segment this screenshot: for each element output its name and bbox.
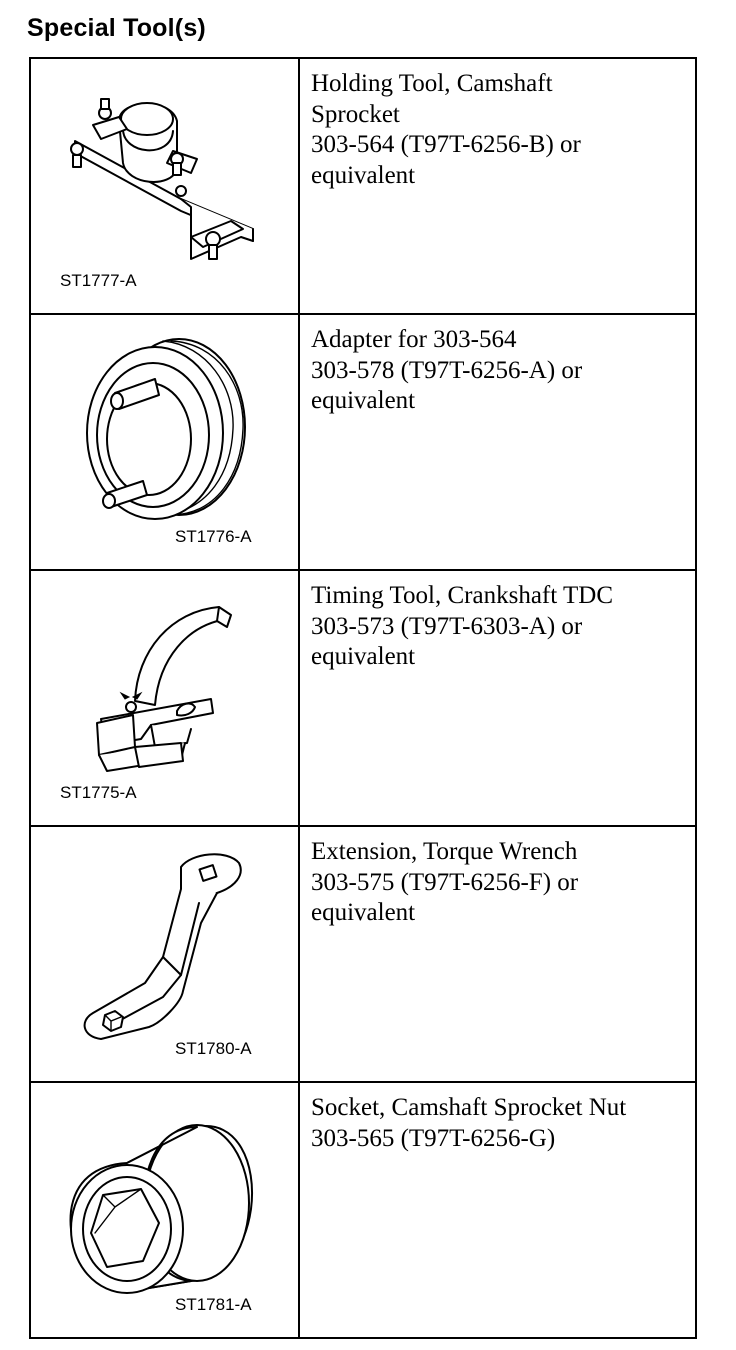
tool-name: Extension, Torque Wrench bbox=[311, 838, 578, 865]
table-row bbox=[30, 314, 696, 570]
hex-socket-icon bbox=[31, 1083, 298, 1335]
tool-description bbox=[299, 1082, 696, 1338]
tool-description bbox=[299, 826, 696, 1082]
tool-part-number: 303-575 (T97T-6256-F) or bbox=[311, 868, 579, 896]
adapter-pulley-icon bbox=[31, 315, 298, 567]
table-row bbox=[30, 58, 696, 314]
page-title: Special Tool(s) bbox=[27, 14, 206, 42]
tool-name: Timing Tool, Crankshaft TDC bbox=[311, 582, 613, 609]
special-tools-table bbox=[29, 57, 697, 1339]
tool-name: Socket, Camshaft Sprocket Nut bbox=[311, 1094, 627, 1121]
tool-illustration-cell bbox=[30, 826, 299, 1082]
tool-illustration-cell bbox=[30, 58, 299, 314]
tool-illustration-cell bbox=[30, 570, 299, 826]
table-row bbox=[30, 570, 696, 826]
tool-name: Adapter for 303-564 bbox=[311, 326, 517, 353]
torque-wrench-extension-icon bbox=[31, 827, 298, 1079]
tool-equivalent-note: equivalent bbox=[311, 899, 416, 926]
figure-label: ST1776-A bbox=[175, 527, 252, 546]
tool-description bbox=[299, 314, 696, 570]
tool-description bbox=[299, 58, 696, 314]
table-row bbox=[30, 826, 696, 1082]
tool-description bbox=[299, 570, 696, 826]
tool-equivalent-note: equivalent bbox=[311, 643, 416, 670]
tool-illustration-cell bbox=[30, 314, 299, 570]
tool-part-number: 303-565 (T97T-6256-G) bbox=[311, 1124, 556, 1152]
tool-name: Holding Tool, Camshaft bbox=[311, 70, 553, 97]
tool-part-number: 303-573 (T97T-6303-A) or bbox=[311, 612, 583, 640]
tool-equivalent-note: equivalent bbox=[311, 387, 416, 414]
tool-part-number: 303-578 (T97T-6256-A) or bbox=[311, 356, 583, 384]
figure-label: ST1777-A bbox=[60, 271, 137, 290]
figure-label: ST1781-A bbox=[175, 1295, 252, 1314]
table-row bbox=[30, 1082, 696, 1338]
tool-name-continued: Sprocket bbox=[311, 100, 400, 128]
tool-illustration-cell bbox=[30, 1082, 299, 1338]
tool-equivalent-note: equivalent bbox=[311, 161, 416, 189]
tool-part-number: 303-564 (T97T-6256-B) or bbox=[311, 131, 581, 158]
figure-label: ST1780-A bbox=[175, 1039, 252, 1058]
figure-label: ST1775-A bbox=[60, 783, 137, 802]
